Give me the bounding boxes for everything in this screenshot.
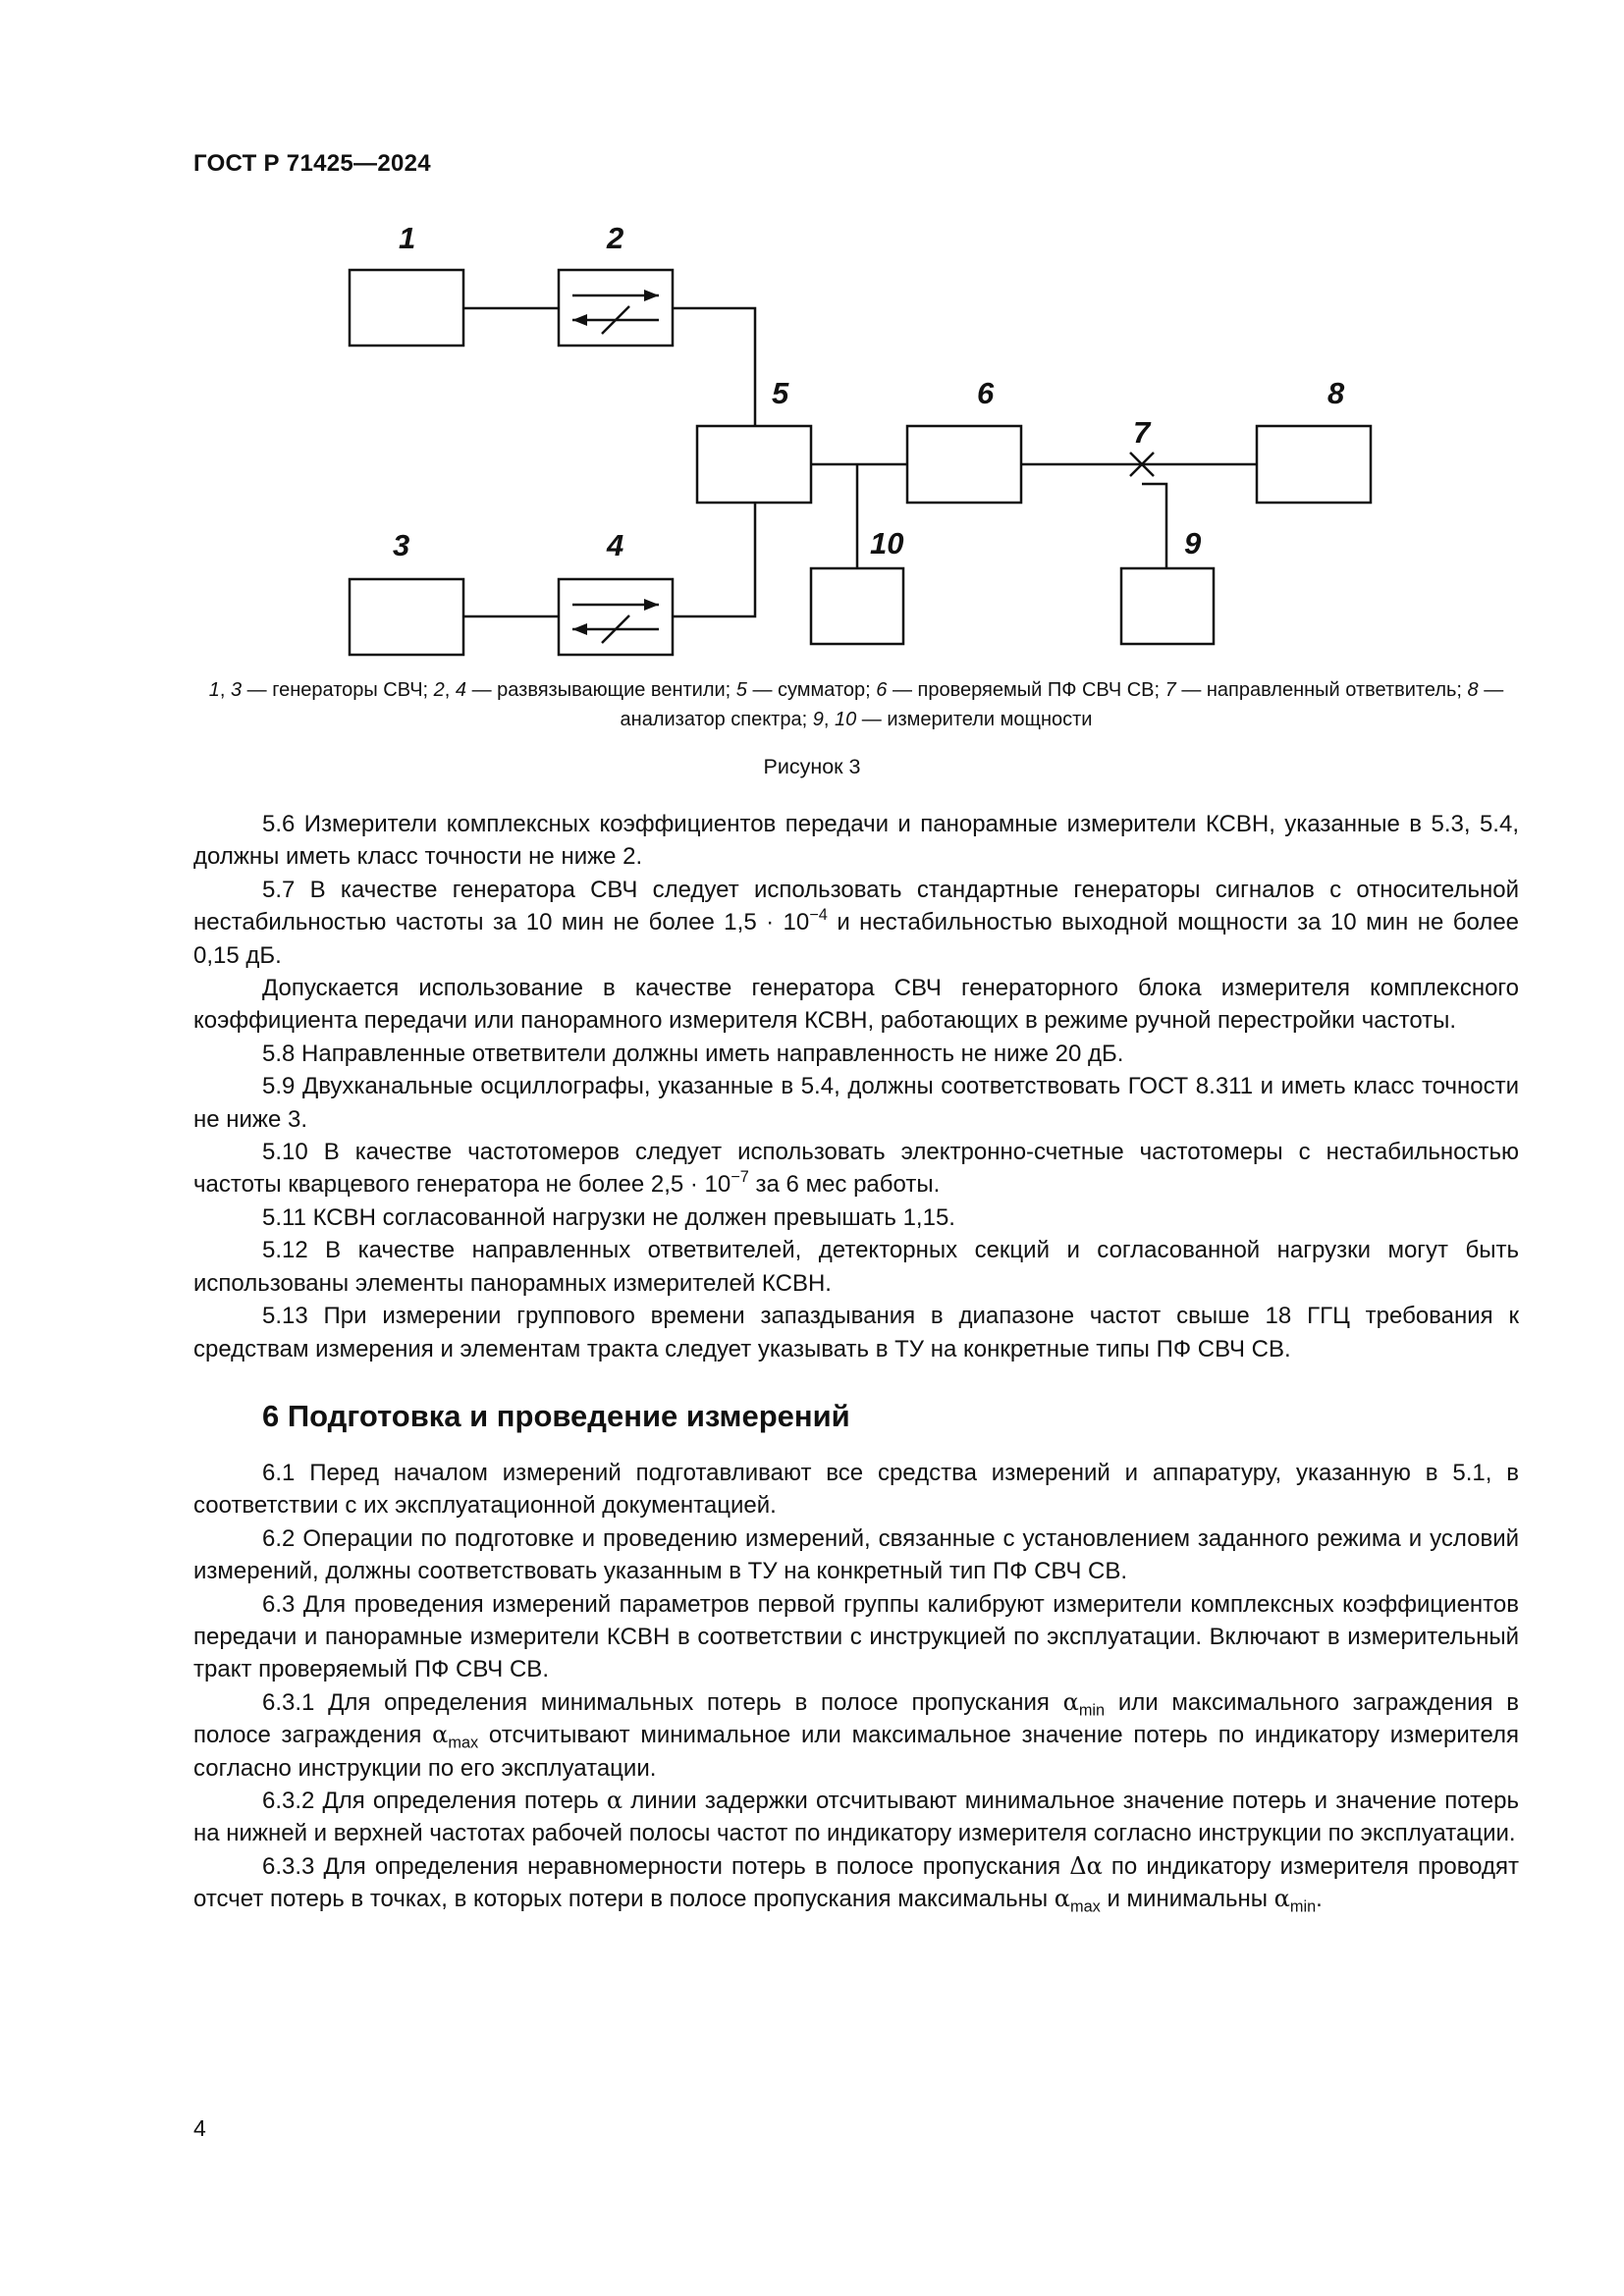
block-8-spectrum-analyzer [1257,426,1371,503]
block-6-filter [907,426,1021,503]
document-header: ГОСТ Р 71425—2024 [193,150,431,177]
block-2-isolator [559,270,673,346]
label-5: 5 [772,376,789,410]
label-3: 3 [393,528,410,562]
label-8: 8 [1327,376,1345,410]
label-7: 7 [1133,415,1151,450]
paragraph-5-8: 5.8 Направленные ответвители должны иметь направленность не ниже 20 дБ. [262,1040,1124,1067]
block-10-power-meter [811,568,903,644]
block-diagram [295,216,1473,667]
isolator-2-symbol [572,290,659,334]
isolator-4-symbol [572,599,659,643]
label-10: 10 [870,526,904,561]
paragraph-5-6: 5.6 Измерители комплексных коэффициентов передачи и панорамные измерители КСВН, указанные в 5.3, 5.4, должны иметь класс точности не ниже 2. [193,811,1519,871]
block-5-combiner [697,426,811,503]
block-3-generator [350,579,463,655]
label-1: 1 [399,221,416,255]
block-9-power-meter [1121,568,1214,644]
signal-lines [463,308,1257,616]
paragraph-5-10: 5.10 В качестве частотомеров следует использовать электронно-счетные частотомеры с нестабильностью частоты кварцевого генератора не более $2,5 \cdot 10^{-7}$ за 6 мес работы. [193,1139,1519,1199]
paragraph-6-3-3: 6.3.3 Для определения неравномерности потерь в полосе пропускания Δα по индикатору измерителя проводят отсчет потерь в точках, в которых потери в полосе пропускания максимальны $\alpha_{max}$ и минимальны $\alpha_{min}$. [193,1851,1519,1916]
paragraph-5-9: 5.9 Двухканальные осциллографы, указанные в 5.4, должны соответствовать ГОСТ 8.311 и иметь класс точности не ниже 3. [193,1073,1519,1133]
block-4-isolator [559,579,673,655]
paragraph-6-3-2: 6.3.2 Для определения потерь α линии задержки отсчитывают минимальное значение потерь и значение потерь на нижней и верхней частотах рабочей полосы частот по индикатору измерителя согласно инструкции по эксплуатации. [193,1786,1519,1847]
paragraph-5-12: 5.12 В качестве направленных ответвителей, детекторных секций и согласованной нагрузки могут быть использованы элементы панорамных измерителей КСВН. [193,1237,1519,1297]
figure-caption: 1, 3 — генераторы СВЧ; 2, 4 — развязывающие вентили; 5 — сумматор; 6 — проверяемый ПФ СВЧ СВ; 7 — направленный ответвитель; 8 — анализатор спектра; 9, 10 — измерители мощности [208,679,1504,730]
label-2: 2 [607,221,624,255]
paragraph-6-3: 6.3 Для проведения измерений параметров первой группы калибруют измерители комплексных коэффициентов передачи и панорамные измерители КСВН в соответствии с инструкцией по эксплуатации. Включают в измерительный тракт проверяемый ПФ СВЧ СВ. [193,1590,1519,1683]
label-9: 9 [1184,526,1202,561]
label-4: 4 [607,528,624,562]
block-1-generator [350,270,463,346]
paragraph-5-13: 5.13 При измерении группового времени запаздывания в диапазоне частот свыше 18 ГГЦ требования к средствам измерения и элементам тракта следует указывать в ТУ на конкретные типы ПФ СВЧ СВ. [193,1303,1519,1362]
paragraph-6-1: 6.1 Перед началом измерений подготавливают все средства измерений и аппаратуру, указанную в 5.1, в соответствии с их эксплуатационной документацией. [193,1459,1519,1520]
figure-title: Рисунок 3 [763,755,861,778]
section-heading: 6 Подготовка и проведение измерений [262,1398,850,1433]
paragraph-5-7: 5.7 В качестве генератора СВЧ следует использовать стандартные генераторы сигналов с относительной нестабильностью частоты за 10 мин не более $1,5 \cdot 10^{-4}$ и нестабильностью выходной мощности за 10 мин не более 0,15 дБ. [193,876,1520,969]
paragraph-5-7-note: Допускается использование в качестве генератора СВЧ генераторного блока измерителя комплексного коэффициента передачи или панорамного измерителя КСВН, работающих в режиме ручной перестройки частоты. [193,975,1519,1035]
paragraph-6-3-1: 6.3.1 Для определения минимальных потерь в полосе пропускания $\alpha_{min}$ или максимального заграждения в полосе заграждения $\alpha_{max}$ отсчитывают минимальное или максимальное значение потерь по индикатору измерителя согласно инструкции по его эксплуатации. [193,1687,1520,1782]
page-number: 4 [193,2115,206,2141]
document-body [193,808,1519,1916]
label-6: 6 [977,376,995,410]
paragraph-6-2: 6.2 Операции по подготовке и проведению измерений, связанные с установлением заданного режима и условий измерений, должны соответствовать указанным в ТУ на конкретный тип ПФ СВЧ СВ. [193,1524,1519,1585]
paragraph-5-11: 5.11 КСВН согласованной нагрузки не должен превышать 1,15. [262,1203,955,1231]
